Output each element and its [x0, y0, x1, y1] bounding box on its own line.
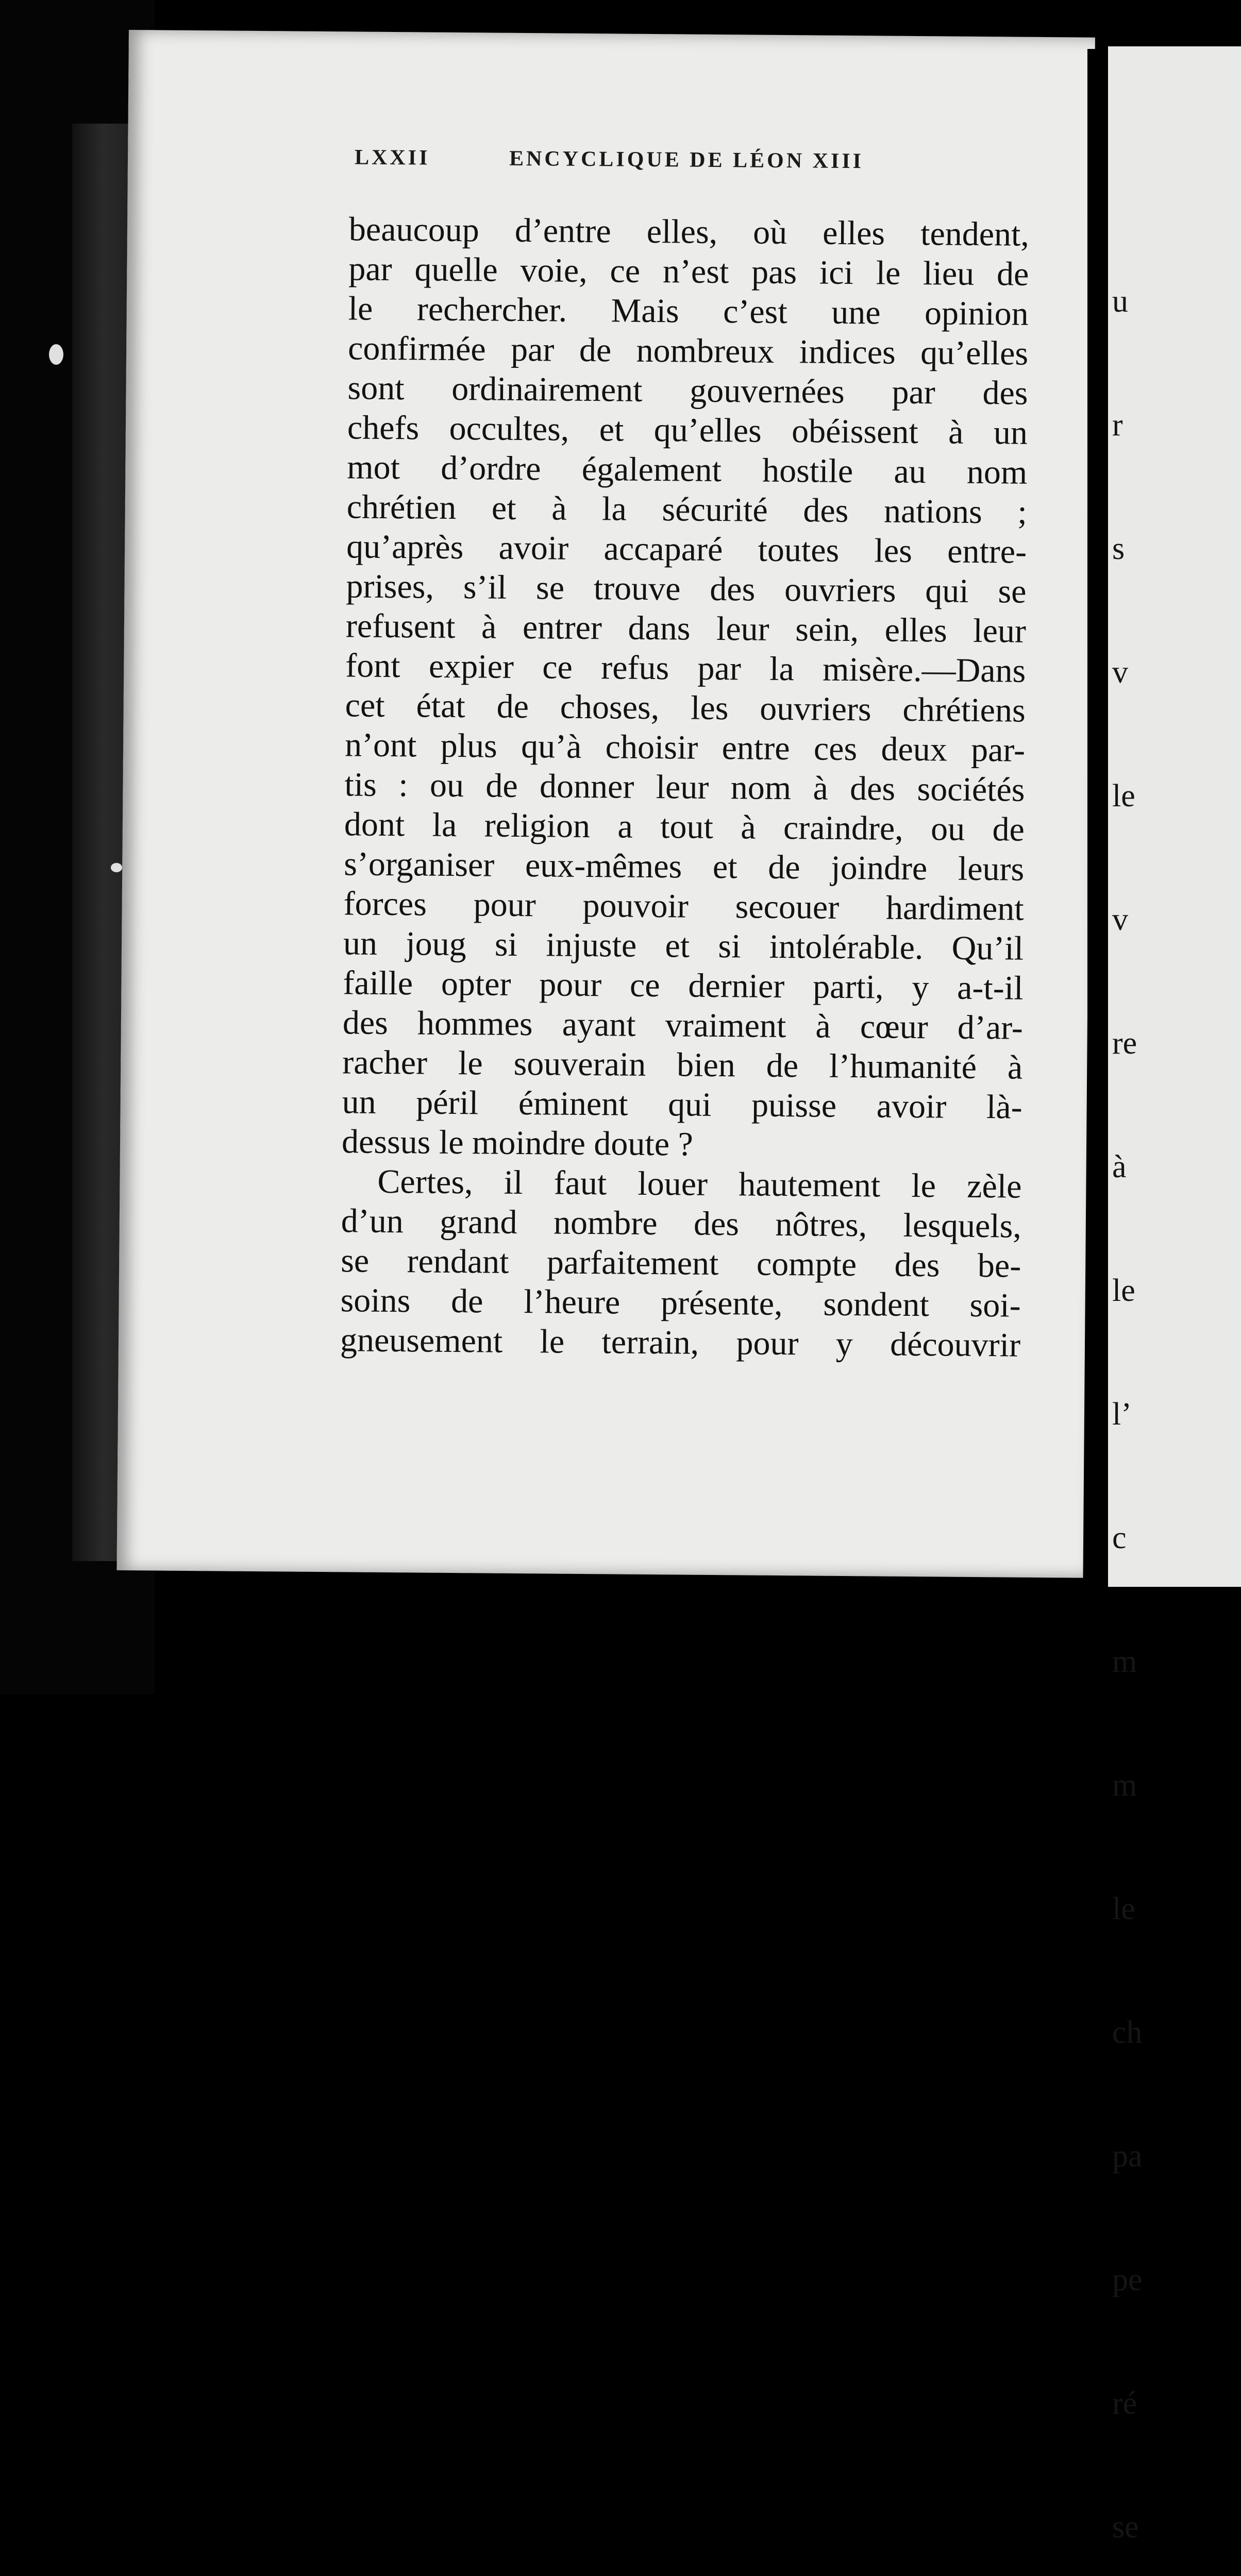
- facing-line: r: [1112, 408, 1123, 443]
- facing-line: l’: [1112, 1397, 1132, 1432]
- scan-speck: [111, 863, 122, 872]
- facing-line: le: [1112, 1273, 1135, 1308]
- text-line: tis : ou de donner leur nom à des sociétés: [344, 766, 1025, 809]
- text-line: un joug si injuste et si intolérable. Qu’il: [343, 924, 1024, 968]
- text-line: d’un grand nombre des nôtres, lesquels,: [341, 1202, 1022, 1245]
- text-line: se rendant parfaitement compte des be-: [340, 1242, 1021, 1285]
- running-title: ENCYCLIQUE DE LÉON XIII: [509, 146, 864, 174]
- facing-line: c: [1112, 1520, 1127, 1555]
- text-line: refusent à entrer dans leur sein, elles leur: [345, 607, 1027, 650]
- page-number: LXXII: [354, 145, 430, 170]
- book-page: [117, 30, 1095, 1578]
- facing-line: le: [1112, 1891, 1135, 1926]
- facing-line: le: [1112, 778, 1135, 814]
- text-line: par quelle voie, ce n’est pas ici le lieu de: [348, 250, 1029, 293]
- running-head: [355, 145, 1066, 175]
- text-line: qu’après avoir accaparé toutes les entre-: [346, 528, 1027, 571]
- text-line: mot d’ordre également hostile au nom: [347, 448, 1028, 492]
- text-line: faille opter pour ce dernier parti, y a-t-il: [343, 964, 1024, 1007]
- text-line: cet état de choses, les ouvriers chrétiens: [345, 686, 1026, 730]
- text-line: n’ont plus qu’à choisir entre ces deux par-: [344, 726, 1026, 769]
- facing-line: ch: [1112, 2015, 1143, 2050]
- scan-speck: [49, 344, 63, 365]
- text-line: un péril éminent qui puisse avoir là-: [342, 1083, 1022, 1126]
- text-line: gneusement le terrain, pour y découvrir: [340, 1321, 1021, 1364]
- facing-line: pa: [1112, 2139, 1143, 2174]
- body-text: [340, 209, 1029, 1365]
- text-line: sont ordinairement gouvernées par des: [347, 369, 1028, 412]
- text-line: s’organiser eux-mêmes et de joindre leurs: [344, 845, 1025, 888]
- facing-line: à: [1112, 1149, 1127, 1184]
- facing-line: v: [1112, 655, 1128, 690]
- text-line: des hommes ayant vraiment à cœur d’ar-: [342, 1004, 1024, 1047]
- text-line: confirmée par de nombreux indices qu’elles: [347, 329, 1029, 372]
- facing-line: m: [1112, 1768, 1137, 1803]
- facing-line: ré: [1112, 2386, 1137, 2421]
- facing-line: m: [1112, 1644, 1137, 1679]
- text-line: soins de l’heure présente, sondent soi-: [340, 1281, 1021, 1325]
- text-line: forces pour pouvoir secouer hardiment: [343, 885, 1024, 928]
- text-line: le rechercher. Mais c’est une opinion: [348, 290, 1029, 333]
- facing-page-text: [1112, 198, 1153, 2576]
- text-line: dont la religion a tout à craindre, ou de: [344, 805, 1025, 849]
- text-line: beaucoup d’entre elles, où elles tendent,: [348, 210, 1030, 253]
- text-line: chefs occultes, et qu’elles obéissent à un: [347, 409, 1028, 452]
- paragraph-start-line: Certes, il faut louer hautement le zèle: [377, 1162, 1022, 1206]
- text-line: font expier ce refus par la misère.—Dans: [345, 647, 1026, 690]
- facing-line: v: [1112, 902, 1128, 937]
- text-line: prises, s’il se trouve des ouvriers qui se: [346, 567, 1027, 611]
- facing-line: u: [1112, 284, 1128, 319]
- text-line: racher le souverain bien de l’humanité à: [342, 1043, 1023, 1087]
- page-content: [117, 30, 1095, 1578]
- facing-line: se: [1112, 2510, 1139, 2545]
- paragraph-end-line: dessus le moindre doute ?: [341, 1123, 694, 1163]
- text-line: chrétien et à la sécurité des nations ;: [346, 488, 1027, 531]
- facing-line: pe: [1112, 2262, 1143, 2297]
- facing-line: re: [1112, 1026, 1137, 1061]
- facing-line: s: [1112, 531, 1125, 566]
